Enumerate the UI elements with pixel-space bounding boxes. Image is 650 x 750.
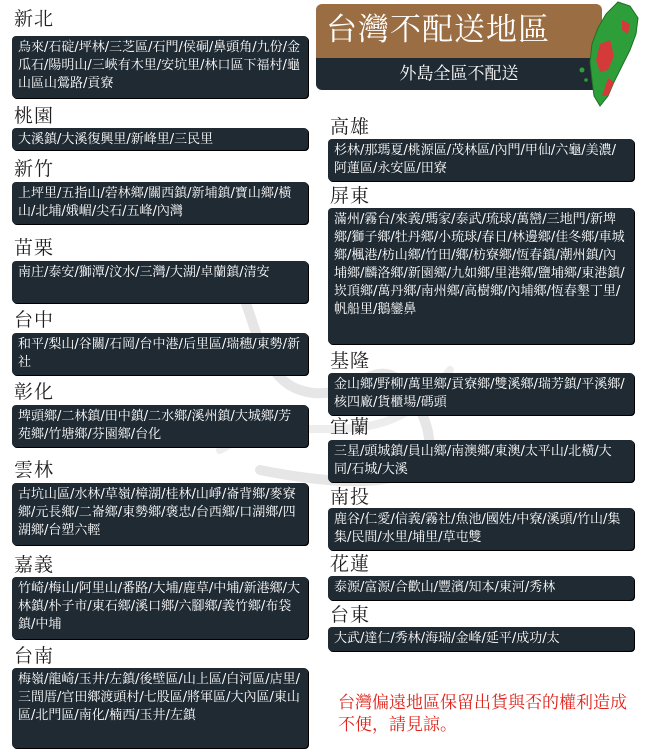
region-title-taizhong: 台中 [14,309,55,331]
region-title-hualian: 花蓮 [330,553,371,575]
region-areas-zhanghua: 埤頭鄉/二林鎮/田中鎮/二水鄉/溪州鎮/大城鄉/芳苑鄉/竹塘鄉/芬園鄉/台化 [12,405,308,447]
region-title-taoyuan: 桃園 [14,105,55,127]
region-title-miaoli: 苗栗 [14,237,55,259]
region-title-zhanghua: 彰化 [14,381,55,403]
region-title-gaoxiong: 高雄 [330,116,371,138]
region-title-taidong: 台東 [330,604,371,626]
shipping-note: 台灣偏遠地區保留出貨與否的權利造成不便，請見諒。 [338,693,627,735]
region-title-yunlin: 雲林 [14,459,55,481]
page-title: 台灣不配送地區 [326,12,550,48]
region-areas-yunlin: 古坑山區/水林/草嶺/樟湖/桂林/山崢/崙背鄉/麥寮鄉/元長鄉/二崙鄉/東勢鄉/褒忠/台西鄉/口湖鄉/四湖鄉/台塑六輕 [12,483,308,545]
region-title-tainan: 台南 [14,645,55,667]
region-areas-taoyuan: 大溪鎮/大溪復興里/新峰里/三民里 [12,128,308,150]
region-title-jilong: 基隆 [330,350,371,372]
region-title-xinzhu: 新竹 [14,158,55,180]
region-title-pingdong: 屏東 [330,185,371,207]
region-areas-tainan: 梅嶺/龍崎/玉井/左鎮/後壁區/山上區/白河區/店里/三間厝/官田鄉渡頭村/七股區/將軍區/大內區/東山區/北門區/南化/楠西/玉井/左鎮 [12,668,308,748]
region-title-nantou: 南投 [330,486,371,508]
page-subtitle: 外島全區不配送 [399,64,519,84]
region-areas-jilong: 金山鄉/野柳/萬里鄉/貢寮鄉/雙溪鄉/瑞芳鎮/平溪鄉/核四廠/貨櫃場/碼頭 [328,373,634,415]
region-title-xinbei: 新北 [14,8,55,30]
region-title-yilan: 宜蘭 [330,416,371,438]
region-areas-xinbei: 烏來/石碇/坪林/三芝區/石門/侯硐/鼻頭角/九份/金瓜石/陽明山/三峽有木里/安坑里/林口區下福村/龜山區山鶯路/貢寮 [12,36,308,98]
region-areas-gaoxiong: 杉林/那瑪夏/桃源區/茂林區/內門/甲仙/六龜/美濃/阿蓮區/永安區/田寮 [328,139,634,181]
region-areas-yilan: 三星/頭城鎮/員山鄉/南澳鄉/東澳/太平山/北橫/大同/石城/大溪 [328,440,634,482]
region-areas-hualian: 泰源/富源/合歡山/豐濱/知本/東河/秀林 [328,576,634,600]
region-areas-xinzhu: 上坪里/五指山/菪林鄉/關西鎮/新埔鎮/寶山鄉/橫山/北埔/娥嵋/尖石/五峰/內灣 [12,182,308,224]
taiwan-map-icon [578,0,646,110]
region-areas-nantou: 鹿谷/仁愛/信義/霧社/魚池/國姓/中寮/溪頭/竹山/集集/民間/水里/埔里/草屯雙 [328,508,634,550]
region-areas-taidong: 大武/達仁/秀林/海瑞/金峰/延平/成功/太 [328,627,634,651]
region-areas-jiayi: 竹崎/梅山/阿里山/番路/大埔/鹿草/中埔/新港鄉/大林鎮/朴子市/東石鄉/溪口鄉/六腳鄉/義竹鄉/布袋鎮/中埔 [12,577,308,639]
region-title-jiayi: 嘉義 [14,554,55,576]
region-areas-miaoli: 南庄/泰安/獅潭/汶水/三灣/大湖/卓蘭鎮/清安 [12,261,308,303]
region-areas-taizhong: 和平/梨山/谷關/石岡/台中港/后里區/瑞穗/東勢/新社 [12,333,308,375]
region-areas-pingdong: 滿州/霧台/來義/瑪家/泰武/琉球/萬巒/三地門/新埤鄉/獅子鄉/牡丹鄉/小琉球/春日/林邊鄉/佳冬鄉/車城鄉/楓港/枋山鄉/竹田/鄉/枋寮鄉/恆春鎮/潮州鎮/內埔鄉/麟洛鄉/新園鄉/九如鄉/里港鄉/鹽埔鄉/東港鎮/崁頂鄉/萬丹鄉/南州鄉/高樹鄉/內埔鄉/恆春墾丁里/帆船里/鵝鑾鼻 [328,208,634,344]
